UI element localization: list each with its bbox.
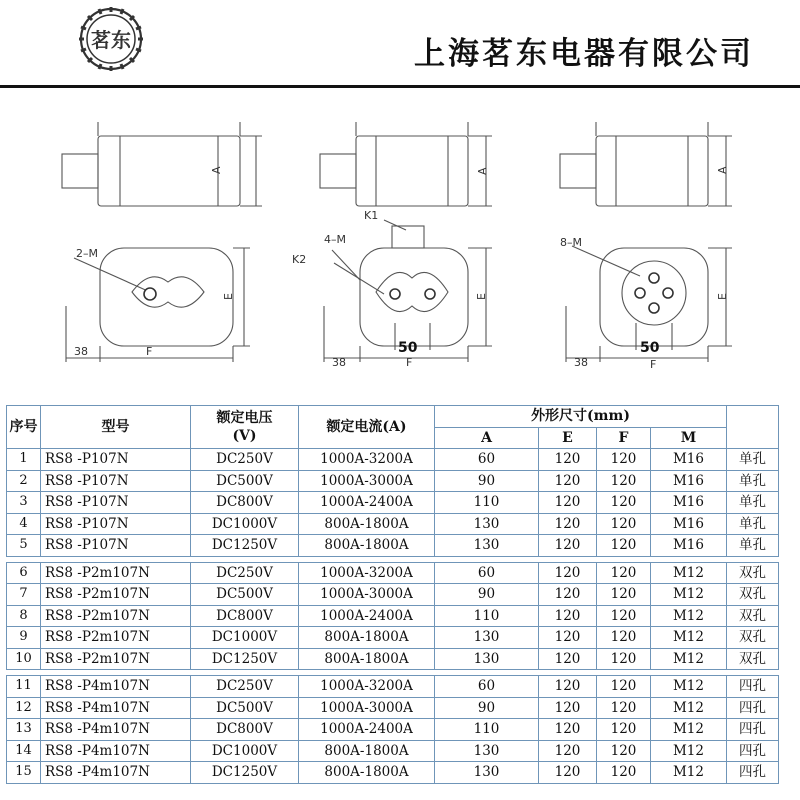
bolt-hole bbox=[649, 303, 659, 313]
cell-dim-e: 120 bbox=[539, 584, 597, 606]
cell-current: 800A-1800A bbox=[299, 627, 435, 649]
cell-dim-f: 120 bbox=[597, 535, 651, 557]
cell-current: 800A-1800A bbox=[299, 762, 435, 784]
cell-current: 1000A-3200A bbox=[299, 449, 435, 471]
cell-hole-type: 四孔 bbox=[727, 719, 779, 741]
cell-voltage: DC250V bbox=[191, 676, 299, 698]
cell-index: 1 bbox=[7, 449, 41, 471]
side-view-2 bbox=[320, 122, 492, 206]
cell-hole-type: 单孔 bbox=[727, 470, 779, 492]
cell-dim-m: M12 bbox=[651, 648, 727, 670]
cell-dim-m: M12 bbox=[651, 562, 727, 584]
cell-model: RS8 -P4m107N bbox=[41, 719, 191, 741]
cell-model: RS8 -P107N bbox=[41, 513, 191, 535]
cell-dim-e: 120 bbox=[539, 697, 597, 719]
side-view-1 bbox=[62, 122, 262, 206]
cell-dim-f: 120 bbox=[597, 513, 651, 535]
logo-text: 茗东 bbox=[91, 28, 131, 52]
cell-voltage: DC250V bbox=[191, 562, 299, 584]
cell-hole-type: 单孔 bbox=[727, 535, 779, 557]
table-row bbox=[7, 562, 779, 584]
cell-hole-type: 四孔 bbox=[727, 740, 779, 762]
bolt-hole bbox=[663, 288, 673, 298]
bolt-hole bbox=[635, 288, 645, 298]
table-row bbox=[7, 762, 779, 784]
bolt-hole bbox=[390, 289, 400, 299]
label-k1: K1 bbox=[364, 209, 379, 222]
cell-index: 6 bbox=[7, 562, 41, 584]
bolt-hole bbox=[649, 273, 659, 283]
cell-voltage: DC500V bbox=[191, 697, 299, 719]
cell-dim-e: 120 bbox=[539, 740, 597, 762]
cell-voltage: DC1000V bbox=[191, 627, 299, 649]
table-row bbox=[7, 605, 779, 627]
cell-dim-e: 120 bbox=[539, 562, 597, 584]
cell-dim-m: M12 bbox=[651, 762, 727, 784]
cell-voltage: DC800V bbox=[191, 492, 299, 514]
dim-label-38: 38 bbox=[332, 356, 346, 369]
dim-label-a: A bbox=[716, 166, 729, 174]
cell-current: 1000A-2400A bbox=[299, 719, 435, 741]
cell-current: 800A-1800A bbox=[299, 513, 435, 535]
cell-hole-type: 双孔 bbox=[727, 605, 779, 627]
cell-current: 1000A-3000A bbox=[299, 584, 435, 606]
cell-current: 1000A-2400A bbox=[299, 605, 435, 627]
cell-dim-f: 120 bbox=[597, 627, 651, 649]
table-row bbox=[7, 492, 779, 514]
spec-table-body bbox=[7, 449, 779, 784]
table-row bbox=[7, 627, 779, 649]
cell-dim-m: M16 bbox=[651, 470, 727, 492]
cell-dim-f: 120 bbox=[597, 470, 651, 492]
cell-dim-m: M16 bbox=[651, 513, 727, 535]
cell-model: RS8 -P107N bbox=[41, 535, 191, 557]
cell-dim-m: M16 bbox=[651, 492, 727, 514]
cell-hole-type: 单孔 bbox=[727, 513, 779, 535]
dim-label-e: E bbox=[222, 293, 235, 300]
cell-dim-m: M12 bbox=[651, 719, 727, 741]
cell-current: 1000A-3200A bbox=[299, 676, 435, 698]
cell-voltage: DC800V bbox=[191, 719, 299, 741]
cell-dim-e: 120 bbox=[539, 719, 597, 741]
dim-label-38: 38 bbox=[74, 345, 88, 358]
cell-dim-a: 110 bbox=[435, 492, 539, 514]
cell-dim-e: 120 bbox=[539, 648, 597, 670]
cell-dim-m: M12 bbox=[651, 676, 727, 698]
cell-voltage: DC1250V bbox=[191, 648, 299, 670]
cell-dim-a: 60 bbox=[435, 562, 539, 584]
cell-hole-type: 双孔 bbox=[727, 627, 779, 649]
cell-hole-type: 单孔 bbox=[727, 449, 779, 471]
cell-dim-f: 120 bbox=[597, 697, 651, 719]
cell-current: 1000A-3000A bbox=[299, 470, 435, 492]
cell-model: RS8 -P4m107N bbox=[41, 762, 191, 784]
cell-model: RS8 -P107N bbox=[41, 470, 191, 492]
cell-index: 15 bbox=[7, 762, 41, 784]
cell-index: 12 bbox=[7, 697, 41, 719]
cell-dim-a: 110 bbox=[435, 719, 539, 741]
cell-current: 800A-1800A bbox=[299, 740, 435, 762]
cell-index: 9 bbox=[7, 627, 41, 649]
table-row bbox=[7, 719, 779, 741]
front-view-1 bbox=[66, 248, 250, 362]
cell-voltage: DC1250V bbox=[191, 535, 299, 557]
cell-hole-type: 四孔 bbox=[727, 676, 779, 698]
dim-label-f: F bbox=[650, 358, 657, 371]
cell-dim-e: 120 bbox=[539, 492, 597, 514]
cell-current: 800A-1800A bbox=[299, 648, 435, 670]
header-note bbox=[727, 406, 779, 449]
cell-voltage: DC800V bbox=[191, 605, 299, 627]
header-model: 型号 bbox=[41, 406, 191, 449]
label-k2: K2 bbox=[292, 253, 307, 266]
header-dim-m: M bbox=[651, 427, 727, 449]
cell-dim-a: 60 bbox=[435, 449, 539, 471]
hole-label-2m: 2–M bbox=[76, 247, 98, 260]
side-view-3 bbox=[560, 122, 732, 206]
dim-label-50: 50 bbox=[398, 340, 418, 356]
cell-hole-type: 四孔 bbox=[727, 762, 779, 784]
header-index: 序号 bbox=[7, 406, 41, 449]
cell-hole-type: 双孔 bbox=[727, 648, 779, 670]
cell-dim-a: 90 bbox=[435, 584, 539, 606]
table-row bbox=[7, 648, 779, 670]
cell-dim-e: 120 bbox=[539, 535, 597, 557]
cell-dim-e: 120 bbox=[539, 470, 597, 492]
cell-index: 2 bbox=[7, 470, 41, 492]
cell-model: RS8 -P2m107N bbox=[41, 584, 191, 606]
page-header bbox=[0, 0, 800, 90]
cell-dim-f: 120 bbox=[597, 605, 651, 627]
cell-dim-e: 120 bbox=[539, 605, 597, 627]
dim-label-e: E bbox=[716, 293, 729, 300]
cell-current: 1000A-2400A bbox=[299, 492, 435, 514]
cell-dim-m: M12 bbox=[651, 697, 727, 719]
cell-dim-f: 120 bbox=[597, 562, 651, 584]
table-row bbox=[7, 449, 779, 471]
cell-dim-a: 60 bbox=[435, 676, 539, 698]
dim-label-a: A bbox=[210, 166, 223, 174]
bolt-hole bbox=[144, 288, 156, 300]
cell-dim-a: 130 bbox=[435, 740, 539, 762]
cell-index: 7 bbox=[7, 584, 41, 606]
cell-dim-m: M12 bbox=[651, 740, 727, 762]
cell-dim-f: 120 bbox=[597, 449, 651, 471]
table-row bbox=[7, 697, 779, 719]
cell-index: 10 bbox=[7, 648, 41, 670]
cell-dim-a: 90 bbox=[435, 697, 539, 719]
cell-voltage: DC500V bbox=[191, 470, 299, 492]
cell-dim-a: 130 bbox=[435, 513, 539, 535]
cell-dim-a: 110 bbox=[435, 605, 539, 627]
technical-drawing bbox=[40, 118, 740, 386]
table-row bbox=[7, 740, 779, 762]
header-dim-e: E bbox=[539, 427, 597, 449]
cell-dim-m: M12 bbox=[651, 605, 727, 627]
cell-model: RS8 -P4m107N bbox=[41, 676, 191, 698]
cell-voltage: DC1250V bbox=[191, 762, 299, 784]
cell-dim-e: 120 bbox=[539, 762, 597, 784]
cell-dim-m: M16 bbox=[651, 535, 727, 557]
table-row bbox=[7, 584, 779, 606]
cell-model: RS8 -P107N bbox=[41, 492, 191, 514]
dim-label-38: 38 bbox=[574, 356, 588, 369]
dim-label-a: A bbox=[476, 167, 489, 175]
cell-hole-type: 单孔 bbox=[727, 492, 779, 514]
cell-voltage: DC250V bbox=[191, 449, 299, 471]
cell-dim-a: 130 bbox=[435, 535, 539, 557]
cell-dim-f: 120 bbox=[597, 762, 651, 784]
cell-index: 8 bbox=[7, 605, 41, 627]
cell-model: RS8 -P2m107N bbox=[41, 605, 191, 627]
header-dim-f: F bbox=[597, 427, 651, 449]
hole-label-8m: 8–M bbox=[560, 236, 582, 249]
cell-dim-a: 90 bbox=[435, 470, 539, 492]
cell-model: RS8 -P2m107N bbox=[41, 648, 191, 670]
header-current: 额定电流(A) bbox=[299, 406, 435, 449]
bolt-hole bbox=[425, 289, 435, 299]
cell-dim-f: 120 bbox=[597, 492, 651, 514]
cell-dim-e: 120 bbox=[539, 513, 597, 535]
dim-label-f: F bbox=[406, 356, 413, 369]
cell-dim-m: M12 bbox=[651, 584, 727, 606]
spec-table bbox=[6, 405, 779, 784]
cell-dim-f: 120 bbox=[597, 719, 651, 741]
cell-index: 11 bbox=[7, 676, 41, 698]
dim-label-50: 50 bbox=[640, 340, 660, 356]
header-divider bbox=[0, 85, 800, 88]
cell-index: 13 bbox=[7, 719, 41, 741]
company-logo bbox=[68, 6, 154, 72]
header-dim-a: A bbox=[435, 427, 539, 449]
dimension-drawing-svg bbox=[40, 118, 740, 386]
cell-dim-f: 120 bbox=[597, 584, 651, 606]
cell-model: RS8 -P2m107N bbox=[41, 627, 191, 649]
cell-dim-a: 130 bbox=[435, 627, 539, 649]
cell-model: RS8 -P2m107N bbox=[41, 562, 191, 584]
cell-current: 1000A-3000A bbox=[299, 697, 435, 719]
cell-voltage: DC1000V bbox=[191, 513, 299, 535]
cell-hole-type: 四孔 bbox=[727, 697, 779, 719]
cell-index: 14 bbox=[7, 740, 41, 762]
table-row bbox=[7, 535, 779, 557]
cell-index: 3 bbox=[7, 492, 41, 514]
cell-dim-m: M16 bbox=[651, 449, 727, 471]
table-row bbox=[7, 676, 779, 698]
cell-current: 800A-1800A bbox=[299, 535, 435, 557]
cell-voltage: DC500V bbox=[191, 584, 299, 606]
cell-dim-e: 120 bbox=[539, 627, 597, 649]
cell-model: RS8 -P4m107N bbox=[41, 697, 191, 719]
dim-label-e: E bbox=[475, 293, 488, 300]
company-name: 上海茗东电器有限公司 bbox=[414, 36, 754, 72]
cell-voltage: DC1000V bbox=[191, 740, 299, 762]
dim-label-f: F bbox=[146, 345, 153, 358]
cell-model: RS8 -P107N bbox=[41, 449, 191, 471]
cell-hole-type: 双孔 bbox=[727, 562, 779, 584]
header-voltage: 额定电压 (V) bbox=[191, 406, 299, 449]
cell-dim-e: 120 bbox=[539, 676, 597, 698]
table-row bbox=[7, 470, 779, 492]
cell-hole-type: 双孔 bbox=[727, 584, 779, 606]
cell-dim-a: 130 bbox=[435, 762, 539, 784]
hole-label-4m: 4–M bbox=[324, 233, 346, 246]
cell-current: 1000A-3200A bbox=[299, 562, 435, 584]
cell-model: RS8 -P4m107N bbox=[41, 740, 191, 762]
cell-index: 5 bbox=[7, 535, 41, 557]
cell-dim-f: 120 bbox=[597, 740, 651, 762]
cell-index: 4 bbox=[7, 513, 41, 535]
cell-dim-f: 120 bbox=[597, 676, 651, 698]
cell-dim-a: 130 bbox=[435, 648, 539, 670]
cell-dim-f: 120 bbox=[597, 648, 651, 670]
cell-dim-e: 120 bbox=[539, 449, 597, 471]
header-dimensions: 外形尺寸(mm) bbox=[435, 406, 727, 428]
table-row bbox=[7, 513, 779, 535]
cell-dim-m: M12 bbox=[651, 627, 727, 649]
